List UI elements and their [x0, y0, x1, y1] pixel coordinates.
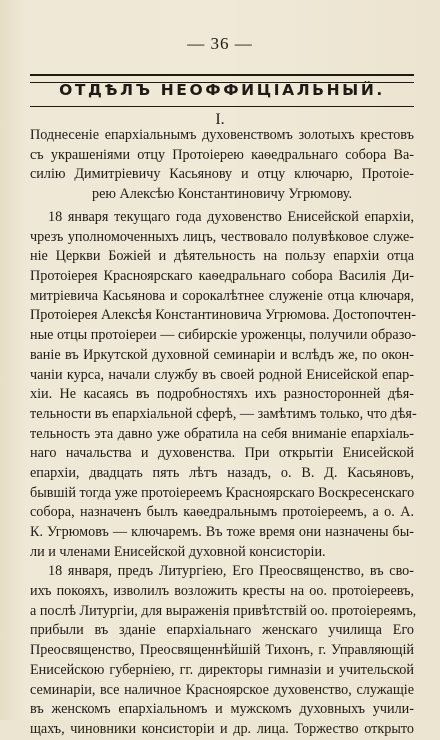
body-line: епархіи, двадцать пять лѣтъ назадъ, о. В. Д. Касьяновъ,	[30, 464, 414, 481]
body-line: митріевича Касьянова и сорокалѣтнее служеніе отца ключаря,	[30, 287, 414, 304]
body-line: въ женскомъ епархіальномъ и мужскомъ духовныхъ учили-	[30, 701, 414, 718]
body-line: собора, назначенъ былъ каѳедральнымъ протоіереемъ, а о. А.	[30, 504, 414, 521]
body-line: а послѣ Литургіи, для выраженія привѣтствій оо. протоіереямъ,	[30, 602, 417, 619]
body-line: ваніе въ Иркутской духовной семинаріи и вслѣдъ же, по окон-	[30, 346, 414, 363]
heading-line: съ украшеніями отцу Протоіерею каѳедральнаго собора Ва-	[30, 146, 414, 163]
body-line: наго начальства и духовенства. При открытіи Енисейской	[30, 445, 414, 462]
body-line: ихъ покояхъ, изволилъ возложить кресты на оо. протоіереевъ,	[30, 583, 414, 600]
body-line: 18 января текущаго года духовенство Енисейской епархіи,	[48, 209, 414, 225]
body-line: чрезъ уполномоченныхъ лицъ, чествовало полувѣковое служе-	[30, 228, 414, 245]
body-line: К. Угрюмовъ — ключаремъ. Въ тоже время они назначены бы-	[30, 524, 414, 540]
body-line: Енисейскою губерніею, гг. директоры гимназіи и учительской	[30, 661, 414, 678]
heading-line: рею Алексѣю Константиновичу Угрюмову.	[91, 186, 353, 203]
title-bottom-rule	[30, 106, 414, 107]
section-title: ОТДѢЛЪ НЕОФФИЦІАЛЬНЫЙ.	[59, 81, 385, 99]
body-line: Преосвященство, Преосвященнѣйшій Тихонъ, г. Управляющій	[30, 642, 414, 659]
page-number: — 36 —	[187, 34, 253, 53]
body-line: бывшій тогда уже протоіереемъ Красноярскаго Воскресенскаго	[30, 484, 415, 501]
body-line: ные отцы протоіереи — сибирскіе уроженцы, получили образо-	[30, 327, 417, 344]
body-line: 18 января, предъ Литургіею, Его Преосвященство, въ сво-	[48, 563, 414, 580]
body-line: прибыли въ зданіе епархіальнаго женскаго училища Его	[30, 622, 414, 639]
article-body	[30, 208, 417, 740]
body-line: щахъ, чиновники консисторіи и др. лица. Торжество открыто	[30, 720, 414, 737]
body-line: чаніи курса, начали службу въ своей родной Енисейской епар-	[30, 366, 414, 383]
body-line: Протоіерея Красноярскаго каѳедральнаго собора Василія Ди-	[30, 268, 414, 285]
heading-line: Поднесеніе епархіальнымъ духовенствомъ золотыхъ крестовъ	[30, 127, 414, 143]
body-line: семинаріи, все наличное Красноярское духовенство, служащіе	[30, 681, 414, 698]
body-line: ли и членами Енисейской духовной консисторіи.	[30, 543, 326, 560]
body-line: тельность эта давно уже обратила на себя вниманіе епархіаль-	[30, 425, 414, 442]
body-line: тельности въ епархіальной сферѣ, — замѣтимъ только, что дѣя-	[30, 405, 417, 422]
body-line: ніе Церкви Божіей и дѣятельность на пользу епархіи отца	[30, 248, 414, 265]
article-number: I.	[215, 111, 225, 128]
body-line: Протоіерея Алексѣя Константиновича Угрюмова. Достопочтен-	[30, 307, 416, 324]
body-line: хіи. Не касаясь въ подробностяхъ ихъ разносторонней дѣя-	[30, 386, 414, 403]
heading-line: силію Димитріевичу Касьянову и отцу ключарю, Протоіе-	[30, 166, 414, 183]
article-heading	[30, 126, 414, 205]
